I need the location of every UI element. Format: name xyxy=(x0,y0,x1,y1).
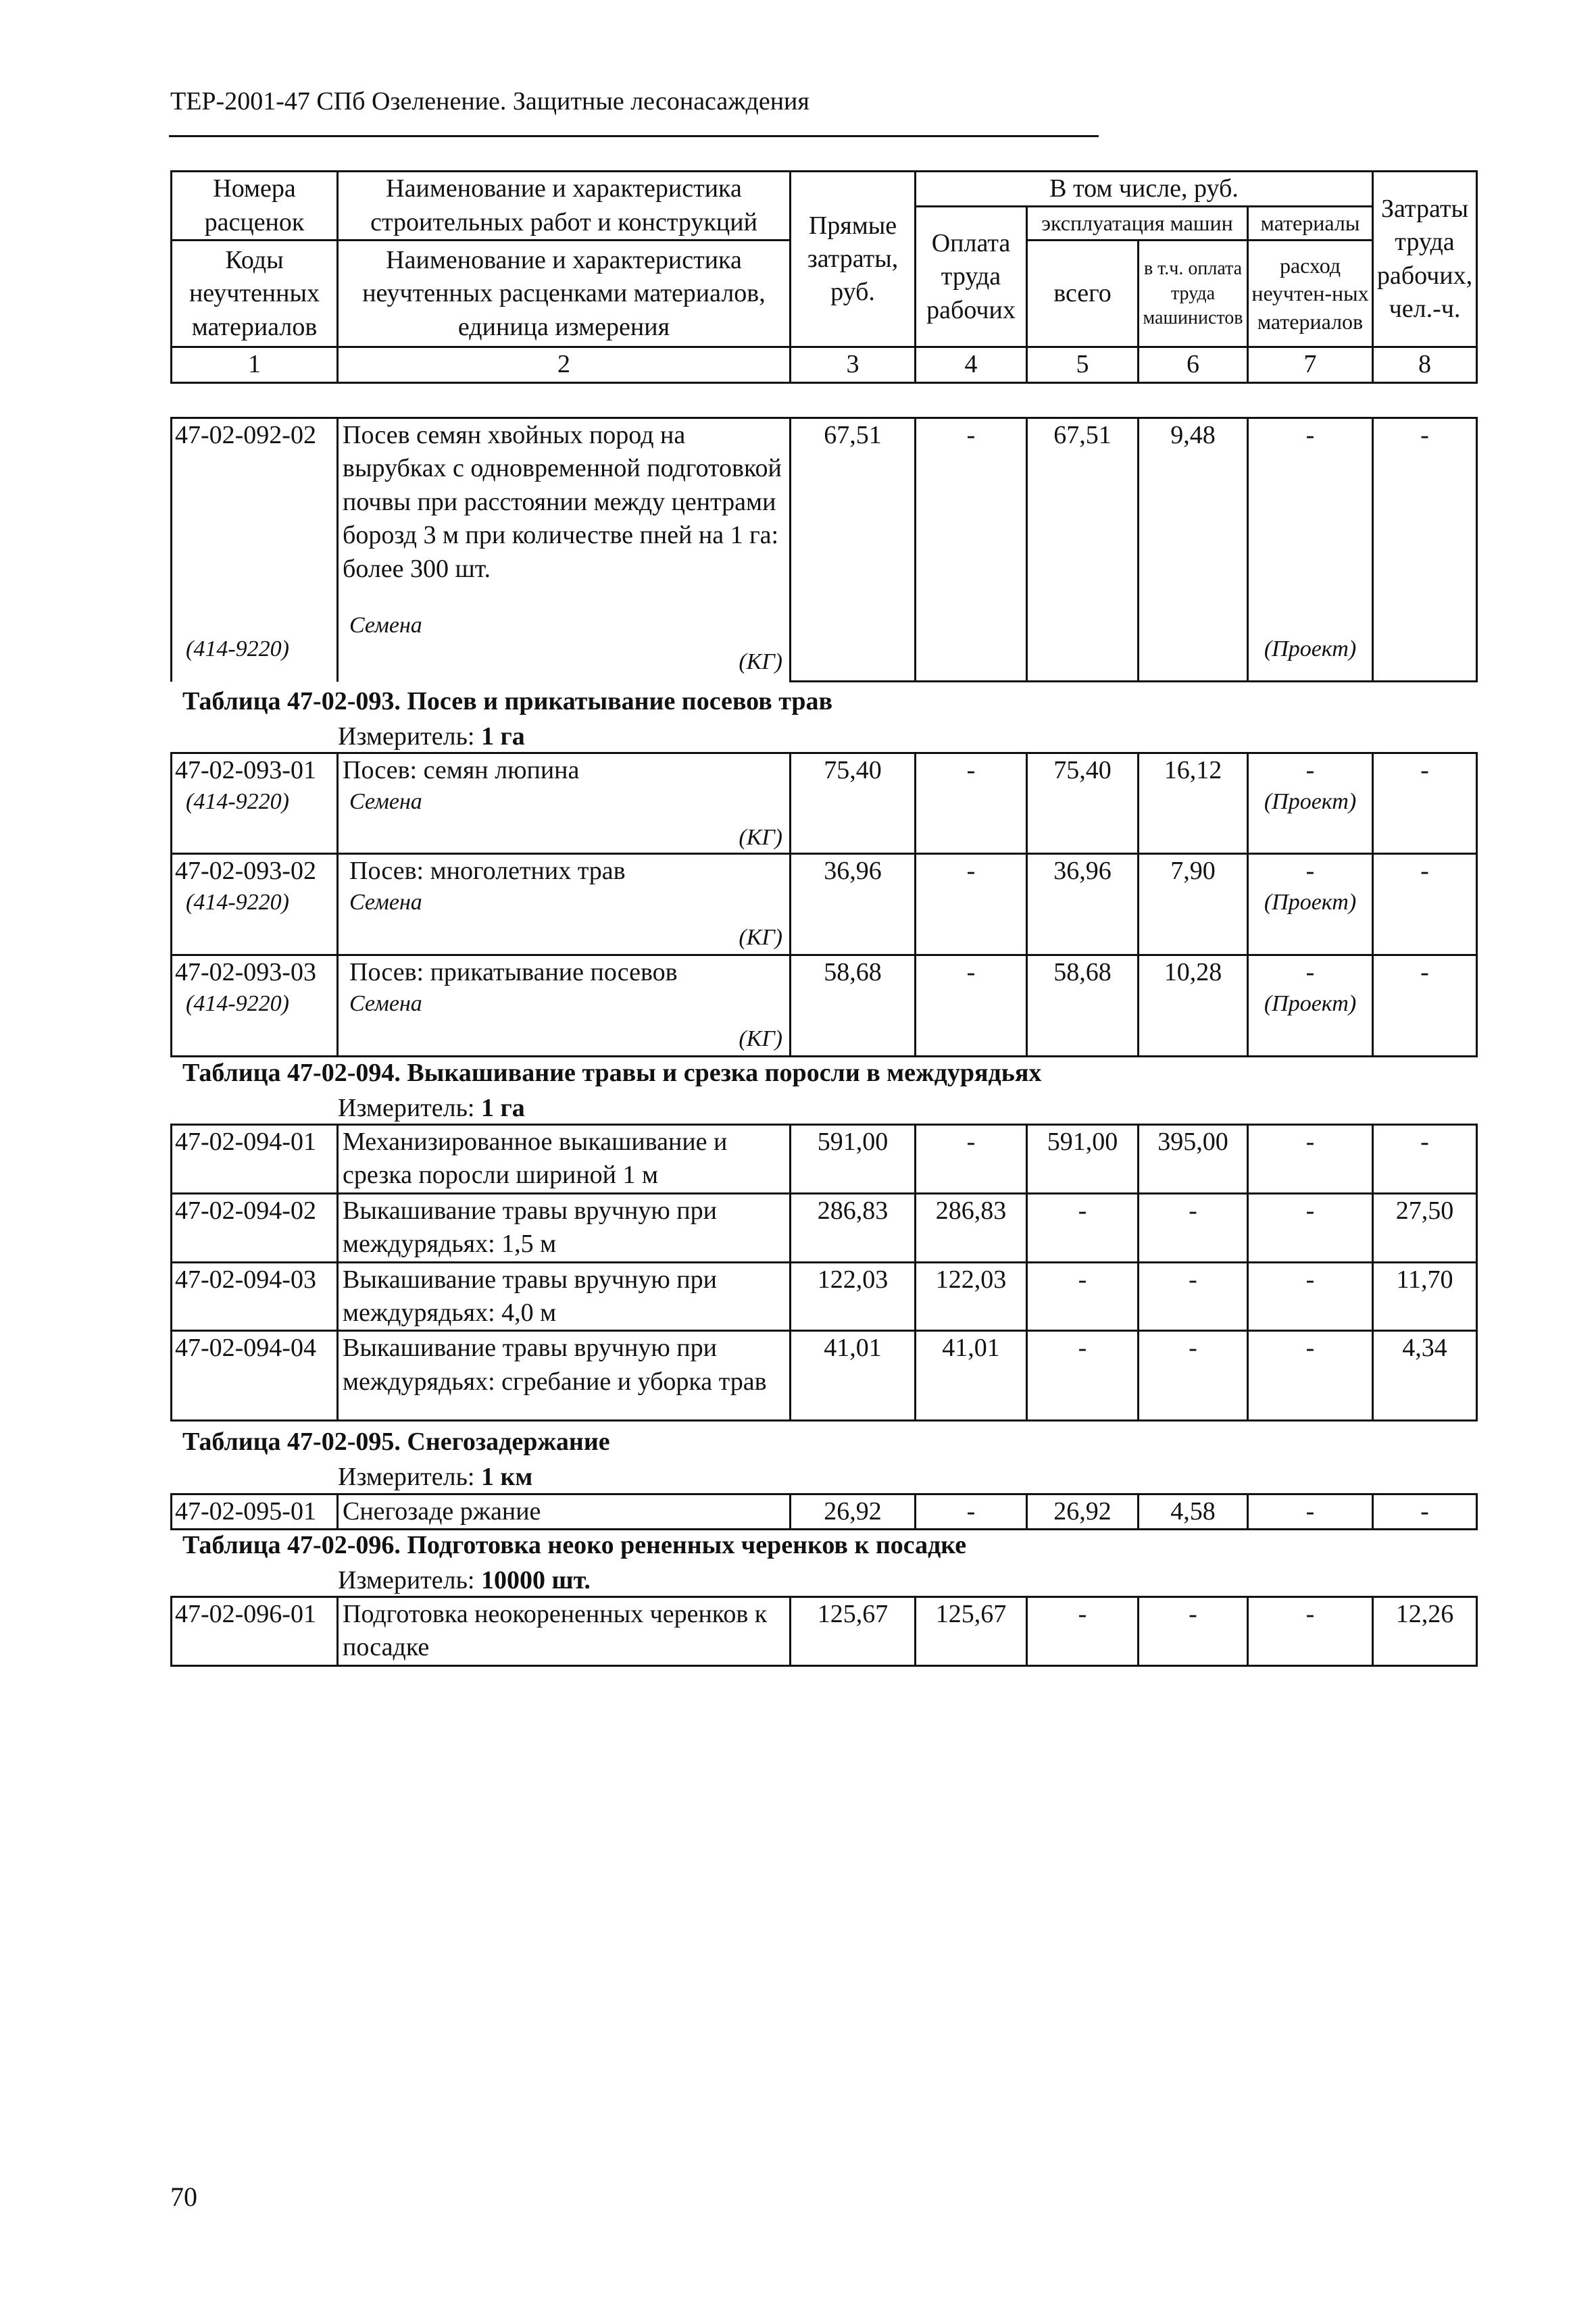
group-header: В том числе, руб. xyxy=(916,172,1373,207)
measure-value: 1 км xyxy=(481,1463,533,1491)
measure-label: Измеритель: xyxy=(338,722,475,751)
work-description: Посев: многолетних трав xyxy=(349,856,626,885)
materials-value: - xyxy=(1248,1262,1373,1331)
materials-value: - xyxy=(1248,1494,1373,1530)
material-code: (414-9220) xyxy=(186,890,289,915)
machinists-pay: 395,00 xyxy=(1139,1125,1248,1194)
machinists-pay: - xyxy=(1139,1193,1248,1262)
table-094-measure xyxy=(338,1093,525,1123)
materials-value: - xyxy=(1305,856,1315,885)
col8-header: Затраты труда рабочих, чел.-ч. xyxy=(1373,172,1477,347)
material-name: Семена xyxy=(349,613,422,638)
machinists-pay: 7,90 xyxy=(1139,853,1248,955)
col-num-4: 4 xyxy=(916,347,1027,382)
machinists-pay: - xyxy=(1139,1597,1248,1666)
materials-note: (Проект) xyxy=(1264,789,1357,815)
machines-total: 26,92 xyxy=(1027,1494,1139,1530)
materials-value: - xyxy=(1305,421,1315,449)
rate-code: 47-02-094-03 xyxy=(172,1262,338,1331)
col3-header: Прямые затраты, руб. xyxy=(791,172,916,347)
labor-pay: - xyxy=(916,955,1027,1056)
machinists-pay: - xyxy=(1139,1262,1248,1331)
labor-pay: 122,03 xyxy=(916,1262,1027,1331)
col-num-1: 1 xyxy=(172,347,338,382)
rate-code: 47-02-094-02 xyxy=(172,1193,338,1262)
direct-costs: 122,03 xyxy=(791,1262,916,1331)
work-description: Выкашивание травы вручную при междурядьях: 1,5 м xyxy=(338,1193,791,1262)
header-rule xyxy=(169,135,1099,137)
materials-note: (Проект) xyxy=(1264,890,1357,915)
labor-pay: - xyxy=(916,753,1027,854)
table-093-measure xyxy=(338,722,525,751)
material-unit: (КГ) xyxy=(739,1026,782,1052)
direct-costs: 36,96 xyxy=(791,853,916,955)
machines-total: 75,40 xyxy=(1027,753,1139,854)
measure-value: 1 га xyxy=(481,722,525,751)
running-header: ТЕР-2001-47 СПб Озеленение. Защитные лесонасаждения xyxy=(170,87,809,116)
labor-hours: 4,34 xyxy=(1373,1331,1477,1421)
measure-label: Измеритель: xyxy=(338,1463,475,1491)
table-095-measure xyxy=(338,1462,532,1492)
col2-header-bottom: Наименование и характеристика неучтенных расценками материалов, единица измерения xyxy=(338,241,791,347)
table-row xyxy=(172,1597,1477,1666)
table-093-caption: Таблица 47-02-093. Посев и прикатывание посевов трав xyxy=(182,687,833,715)
material-unit: (КГ) xyxy=(739,649,782,675)
labor-hours: 11,70 xyxy=(1373,1262,1477,1331)
work-description: Механизированное выкашивание и срезка поросли шириной 1 м xyxy=(338,1125,791,1194)
work-description: Посев: семян люпина xyxy=(343,756,580,784)
rate-code: 47-02-095-01 xyxy=(172,1494,338,1530)
rate-code: 47-02-094-01 xyxy=(172,1125,338,1194)
page-number: 70 xyxy=(170,2182,197,2212)
col-num-6: 6 xyxy=(1139,347,1248,382)
labor-pay: - xyxy=(916,1125,1027,1194)
labor-hours: - xyxy=(1373,753,1477,854)
labor-hours: - xyxy=(1373,1125,1477,1194)
direct-costs: 591,00 xyxy=(791,1125,916,1194)
table-row xyxy=(172,955,1477,1056)
measure-value: 1 га xyxy=(481,1094,525,1122)
materials-note: (Проект) xyxy=(1264,636,1357,662)
machinists-pay: 4,58 xyxy=(1139,1494,1248,1530)
machines-total: 67,51 xyxy=(1027,418,1139,682)
direct-costs: 75,40 xyxy=(791,753,916,854)
table-row xyxy=(172,853,1477,955)
rate-code: 47-02-093-01 xyxy=(175,756,316,784)
labor-hours: - xyxy=(1373,1494,1477,1530)
direct-costs: 41,01 xyxy=(791,1331,916,1421)
work-description: Выкашивание травы вручную при междурядьях: сгребание и уборка трав xyxy=(338,1331,791,1421)
machines-header: эксплуатация машин xyxy=(1027,207,1248,241)
labor-pay: - xyxy=(916,1494,1027,1530)
table-093 xyxy=(170,752,1478,1057)
column-header-table xyxy=(170,170,1478,384)
work-description: Подготовка неокорененных черенков к посадке xyxy=(338,1597,791,1666)
col2-header-top: Наименование и характеристика строительных работ и конструкций xyxy=(338,172,791,241)
direct-costs: 286,83 xyxy=(791,1193,916,1262)
machines-total: - xyxy=(1027,1193,1139,1262)
measure-label: Измеритель: xyxy=(338,1094,475,1122)
machinists-pay: 16,12 xyxy=(1139,753,1248,854)
machines-total: - xyxy=(1027,1597,1139,1666)
col7-header: расход неучтен-ных материалов xyxy=(1248,241,1373,347)
labor-pay: 41,01 xyxy=(916,1331,1027,1421)
machines-total: 36,96 xyxy=(1027,853,1139,955)
machines-total: - xyxy=(1027,1331,1139,1421)
material-name: Семена xyxy=(349,890,422,915)
material-unit: (КГ) xyxy=(739,925,782,951)
col6-header: в т.ч. оплата труда машинистов xyxy=(1139,241,1248,347)
rate-code: 47-02-093-02 xyxy=(175,856,316,885)
work-description: Снегозаде ржание xyxy=(338,1494,791,1530)
material-code: (414-9220) xyxy=(186,991,289,1017)
materials-note: (Проект) xyxy=(1264,991,1357,1017)
table-row xyxy=(172,1494,1477,1530)
machinists-pay: 10,28 xyxy=(1139,955,1248,1056)
col-num-2: 2 xyxy=(338,347,791,382)
table-092 xyxy=(170,417,1478,682)
materials-value: - xyxy=(1248,1193,1373,1262)
measure-value: 10000 шт. xyxy=(481,1566,591,1594)
rate-code: 47-02-096-01 xyxy=(172,1597,338,1666)
machines-total: 58,68 xyxy=(1027,955,1139,1056)
direct-costs: 58,68 xyxy=(791,955,916,1056)
machinists-pay: 9,48 xyxy=(1139,418,1248,682)
labor-hours: - xyxy=(1373,853,1477,955)
col1-header-top: Номера расценок xyxy=(172,172,338,241)
direct-costs: 26,92 xyxy=(791,1494,916,1530)
rate-code: 47-02-093-03 xyxy=(175,957,316,986)
materials-value: - xyxy=(1305,756,1315,784)
labor-pay: 286,83 xyxy=(916,1193,1027,1262)
material-code: (414-9220) xyxy=(186,789,289,815)
work-description: Посев: прикатывание посевов xyxy=(349,957,678,986)
material-code: (414-9220) xyxy=(186,636,289,662)
materials-header: материалы xyxy=(1248,207,1373,241)
table-095-caption: Таблица 47-02-095. Снегозадержание xyxy=(182,1428,610,1456)
work-description: Посев семян хвойных пород на вырубках с одновременной подготовкой почвы при расстоянии между центрами борозд 3 м при количестве пней на 1 га: более 300 шт. xyxy=(343,421,782,583)
material-name: Семена xyxy=(349,789,422,815)
materials-value: - xyxy=(1248,1331,1373,1421)
table-row xyxy=(172,753,1477,854)
labor-hours: - xyxy=(1373,418,1477,682)
machines-total: - xyxy=(1027,1262,1139,1331)
materials-value: - xyxy=(1305,957,1315,986)
rate-code: 47-02-092-02 xyxy=(175,421,316,449)
table-096-measure xyxy=(338,1565,591,1595)
table-row xyxy=(172,1262,1477,1331)
labor-hours: - xyxy=(1373,955,1477,1056)
table-094-caption: Таблица 47-02-094. Выкашивание травы и срезка поросли в междурядьях xyxy=(182,1059,1042,1087)
material-unit: (КГ) xyxy=(739,824,782,850)
materials-value: - xyxy=(1248,1125,1373,1194)
rate-code: 47-02-094-04 xyxy=(172,1331,338,1421)
direct-costs: 125,67 xyxy=(791,1597,916,1666)
table-096-caption: Таблица 47-02-096. Подготовка неоко рененных черенков к посадке xyxy=(182,1531,967,1559)
table-row xyxy=(172,1331,1477,1421)
table-094 xyxy=(170,1124,1478,1422)
direct-costs: 67,51 xyxy=(791,418,916,682)
table-095 xyxy=(170,1493,1478,1530)
material-name: Семена xyxy=(349,991,422,1017)
table-row xyxy=(172,418,1477,682)
materials-value: - xyxy=(1248,1597,1373,1666)
col-num-5: 5 xyxy=(1027,347,1139,382)
col4-header: Оплата труда рабочих xyxy=(916,207,1027,347)
labor-pay: - xyxy=(916,853,1027,955)
table-row xyxy=(172,1193,1477,1262)
col-num-7: 7 xyxy=(1248,347,1373,382)
labor-pay: 125,67 xyxy=(916,1597,1027,1666)
measure-label: Измеритель: xyxy=(338,1566,475,1594)
table-096 xyxy=(170,1596,1478,1667)
col-num-8: 8 xyxy=(1373,347,1477,382)
col-num-3: 3 xyxy=(791,347,916,382)
machinists-pay: - xyxy=(1139,1331,1248,1421)
labor-pay: - xyxy=(916,418,1027,682)
col1-header-bottom: Коды неучтенных материалов xyxy=(172,241,338,347)
work-description: Выкашивание травы вручную при междурядьях: 4,0 м xyxy=(338,1262,791,1331)
labor-hours: 12,26 xyxy=(1373,1597,1477,1666)
col5-header: всего xyxy=(1027,241,1139,347)
table-row xyxy=(172,1125,1477,1194)
machines-total: 591,00 xyxy=(1027,1125,1139,1194)
labor-hours: 27,50 xyxy=(1373,1193,1477,1262)
